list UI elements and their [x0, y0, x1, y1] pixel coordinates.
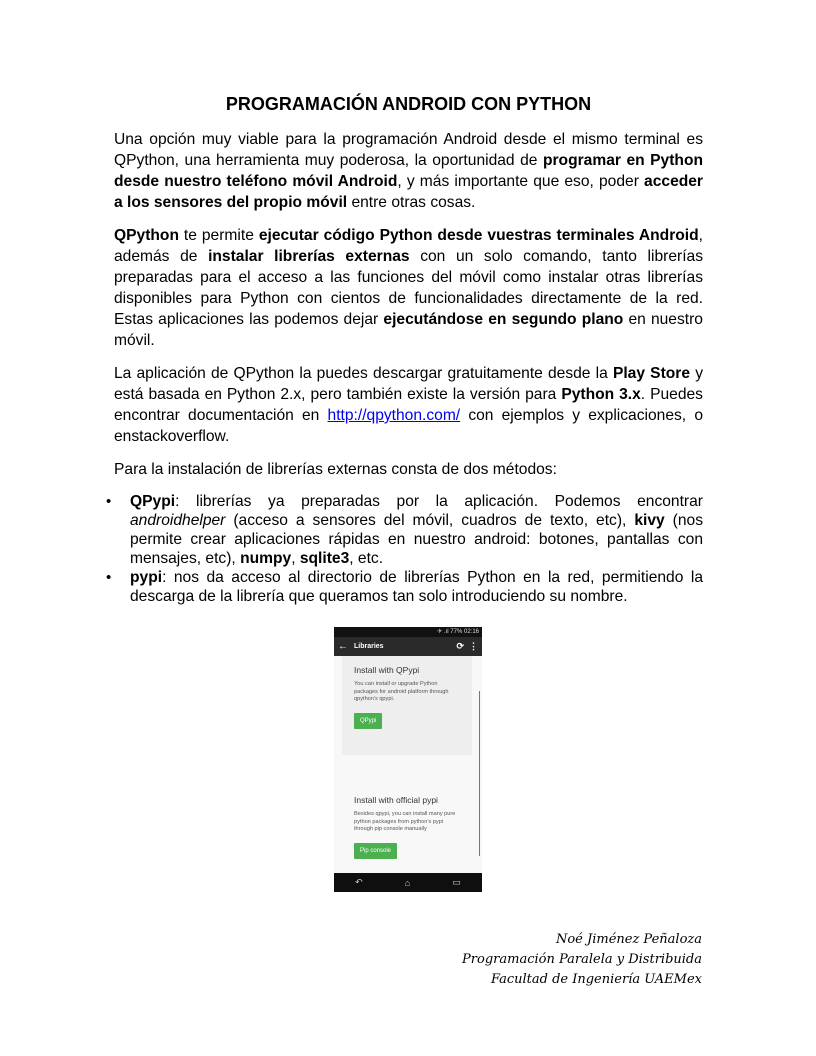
refresh-icon[interactable]: ⟳	[456, 641, 464, 651]
bold-text: instalar librerías externas	[208, 248, 410, 265]
text-run: ,	[291, 550, 300, 567]
paragraph-qpython	[114, 225, 703, 351]
course-name: Programación Paralela y Distribuida	[462, 952, 702, 967]
nav-recents-icon[interactable]: ▭	[452, 877, 461, 887]
text-run: y está basada en Python 2.x, pero también existe la versión para	[114, 365, 704, 403]
list-item-pypi	[114, 568, 703, 606]
pypi-card	[342, 786, 472, 873]
methods-list	[114, 492, 703, 606]
paragraph-methods: Para la instalación de librerías externas consta de dos métodos:	[114, 461, 557, 478]
bold-text: ejecutándose en segundo plano	[383, 311, 624, 328]
card-description: You can install or upgrade Python packages for android platform through qpython's qpypi.	[354, 681, 449, 703]
scrollbar[interactable]	[479, 691, 481, 856]
app-bar-title: Libraries	[354, 643, 384, 650]
bold-text: numpy	[240, 550, 292, 567]
paragraph-intro	[114, 129, 703, 213]
text-run: entre otras cosas.	[347, 194, 476, 211]
overflow-menu-icon[interactable]: ⋮	[469, 641, 478, 651]
nav-home-icon[interactable]: ⌂	[404, 877, 411, 888]
list-item-qpypi	[114, 492, 703, 568]
bold-text: Python 3.x	[561, 386, 641, 403]
back-arrow-icon[interactable]: ←	[338, 641, 348, 652]
bold-text: Play Store	[612, 365, 691, 382]
text-run: , y más importante que eso, poder	[397, 173, 645, 190]
libraries-content	[334, 656, 482, 873]
text-run: Una opción muy viable para la programación Android desde el mismo terminal es QPython, una herramienta muy poderosa, la oportunidad de	[114, 131, 703, 169]
nav-back-icon[interactable]: ↶	[355, 877, 363, 887]
bold-text: sqlite3	[299, 550, 350, 567]
author-name: Noé Jiménez Peñaloza	[555, 932, 702, 947]
card-title: Install with official pypi	[354, 795, 438, 805]
faculty-name: Facultad de Ingeniería UAEMex	[490, 972, 702, 987]
text-run: con ejemplos y explicaciones, o enstackoverflow.	[114, 407, 703, 445]
paragraph-download	[114, 363, 703, 447]
qpython-link[interactable]: http://qpython.com/	[327, 407, 461, 424]
navigation-bar	[334, 873, 482, 892]
app-bar	[334, 637, 482, 656]
app-screenshot	[334, 627, 482, 892]
qpypi-card	[342, 656, 472, 755]
status-bar: ✈ .ıl 77% 02:16	[334, 627, 482, 637]
text-run: . Puedes encontrar documentación en	[114, 386, 703, 424]
italic-text: androidhelper	[130, 512, 226, 529]
card-description: Besides qpypi, you can install many pure python packages from python's pypi through pip console manually	[354, 811, 456, 833]
bold-text: ejecutar código Python desde vuestras terminales Android	[258, 227, 699, 244]
qpypi-button[interactable]: QPypi	[354, 713, 382, 729]
bold-text: QPypi	[130, 493, 176, 510]
text-run: : librerías ya preparadas por la aplicación. Podemos encontrar	[175, 493, 703, 510]
author-signature	[462, 930, 702, 990]
document-body	[114, 94, 703, 606]
bold-text: programar en Python desde nuestro teléfono móvil Android	[114, 152, 703, 190]
bold-text: pypi	[130, 569, 163, 586]
page-title: PROGRAMACIÓN ANDROID CON PYTHON	[225, 94, 592, 114]
text-run: , etc.	[349, 550, 384, 567]
pip-console-button[interactable]: Pip console	[354, 843, 397, 859]
text-run: te permite	[178, 227, 259, 244]
text-run: (acceso a sensores del móvil, cuadros de texto, etc),	[225, 512, 635, 529]
text-run: : nos da acceso al directorio de librerías Python en la red, permitiendo la descarga de la librería que queramos tan solo introduciendo su nombre.	[130, 569, 703, 605]
text-run: La aplicación de QPython la puedes descargar gratuitamente desde la	[114, 365, 613, 382]
text-run: en nuestro móvil.	[114, 311, 703, 349]
bold-text: kivy	[634, 512, 665, 529]
text-run: , además de	[114, 227, 703, 265]
bold-text: acceder a los sensores del propio móvil	[114, 173, 704, 211]
text-run: (nos permite crear aplicaciones rápidas en nuestro android: botones, pantallas con mensajes, etc),	[130, 512, 703, 567]
bold-text: QPython	[114, 227, 179, 244]
text-run: con un solo comando, tanto librerías preparadas para el acceso a las funciones del móvil como instalar otras librerías disponibles para Python con cientos de funcionalidades directamente de la red. Estas aplicaciones las podemos dejar	[114, 248, 703, 328]
card-title: Install with QPypi	[354, 665, 420, 675]
